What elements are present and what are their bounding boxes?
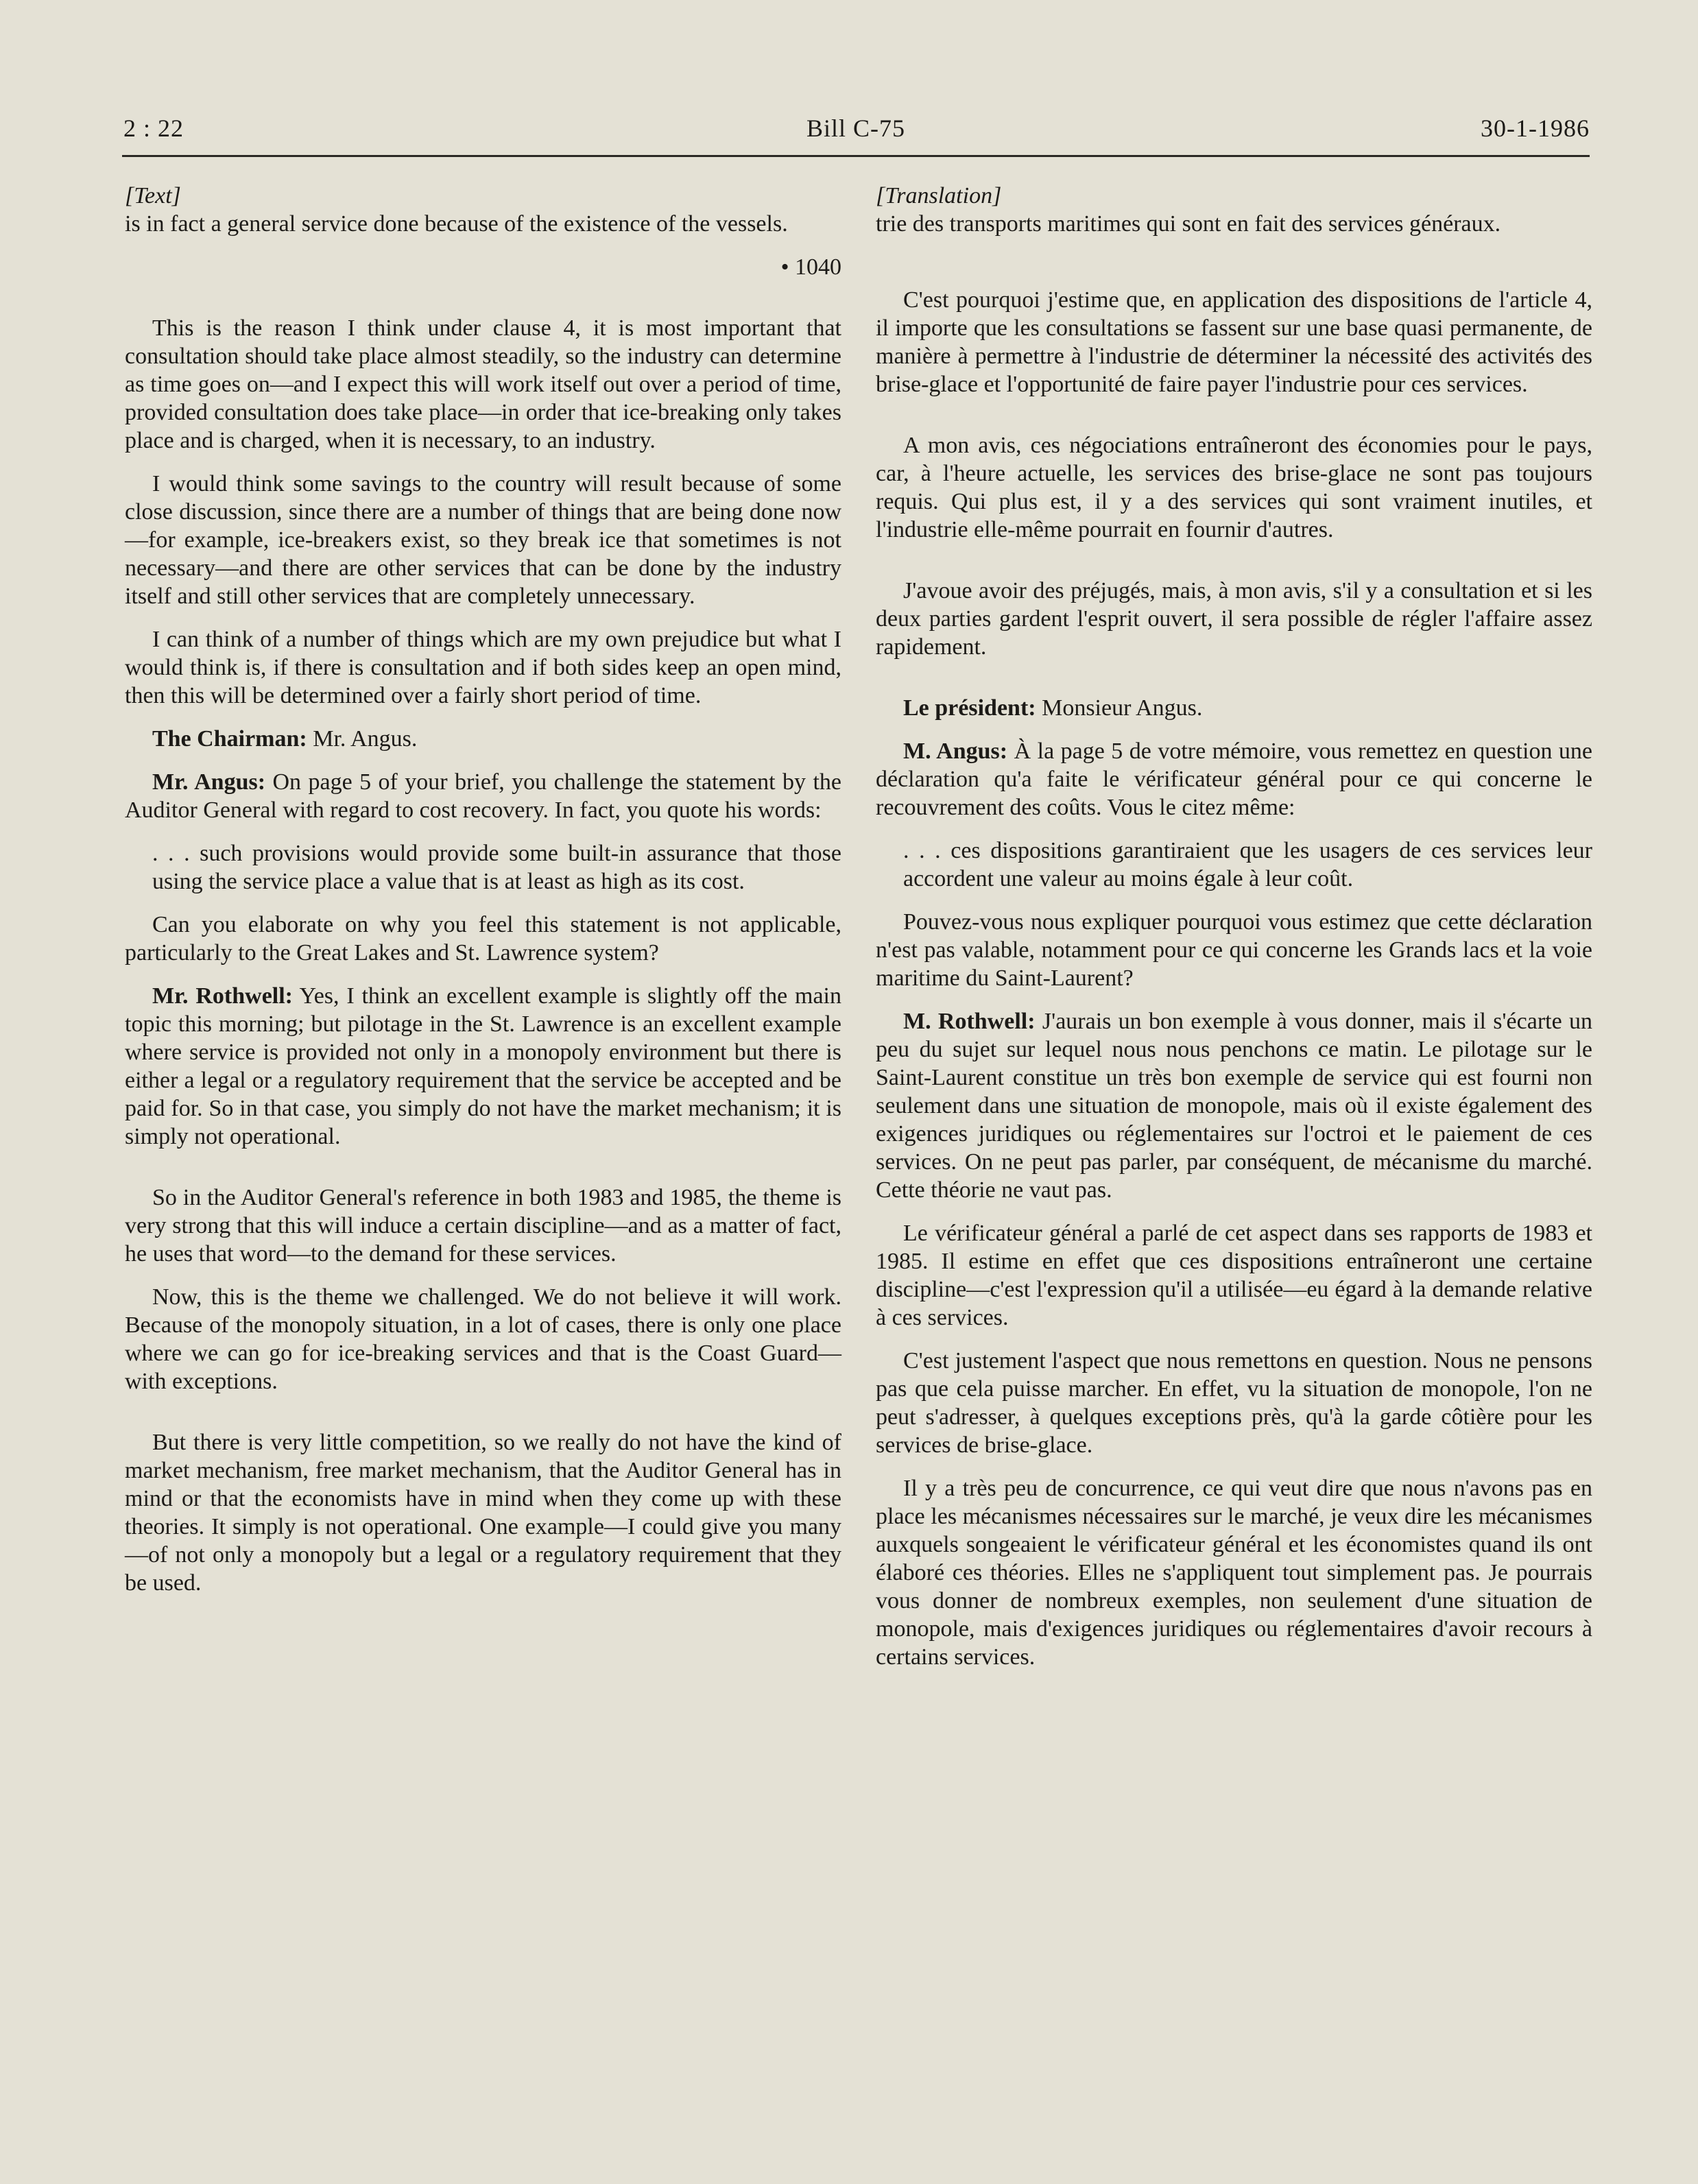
speech-text: On page 5 of your brief, you challenge the statement by the Auditor General with regard to cost recovery. In fact, you quote his words: (125, 769, 841, 823)
speaker-paragraph (125, 725, 841, 753)
speaker-name: Le président: (903, 695, 1036, 721)
page-header (122, 114, 1590, 157)
french-column (876, 182, 1592, 1686)
paragraph: A mon avis, ces négociations entraîneront des économies pour le pays, car, à l'heure actuelle, les services des brise-glace ne sont pas toujours requis. Qui plus est, il y a des services qui sont vraiment inutiles, et l'industrie elle-même pourrait en fournir d'autres. (876, 433, 1592, 542)
paragraph: trie des transports maritimes qui sont en fait des services généraux. (876, 211, 1501, 237)
paragraph: Can you elaborate on why you feel this statement is not applicable, particularly to the Great Lakes and St. Lawrence system? (125, 912, 841, 965)
speech-text: Yes, I think an excellent example is slightly off the main topic this morning; but pilotage in the St. Lawrence is an excellent example where service is provided not only in a monopoly environment but there is either a legal or a regulatory requirement that the service be accepted and be paid for. So in that case, you simply do not have the market mechanism; it is simply not operational. (125, 983, 841, 1149)
paragraph: Le vérificateur général a parlé de cet aspect dans ses rapports de 1983 et 1985. Il estime en effet que ces dispositions entraîneront une certaine discipline—c'est l'expression qu'il a utilisée—eu égard à la demande relative à ces services. (876, 1221, 1592, 1330)
speech-text: J'aurais un bon exemple à vous donner, mais il s'écarte un peu du sujet sur lequel nous nous penchons ce matin. Le pilotage sur le Saint-Laurent constitue un très bon exemple de service qui est fourni non seulement dans une situation de monopole, mais où il existe également des exigences juridiques ou réglementaires sur l'octroi et le paiement de ces services. On ne peut pas parler, par conséquent, de mécanisme du marché. Cette théorie ne vaut pas. (876, 1009, 1592, 1203)
paragraph: So in the Auditor General's reference in both 1983 and 1985, the theme is very strong that this will induce a certain discipline—and as a matter of fact, he uses that word—to the demand for these services. (125, 1185, 841, 1267)
paragraph: is in fact a general service done because of the existence of the vessels. (125, 211, 788, 237)
speaker-paragraph (125, 768, 841, 824)
speaker-paragraph (876, 694, 1592, 722)
paragraph: Pouvez-vous nous expliquer pourquoi vous estimez que cette déclaration n'est pas valable, notamment pour ce qui concerne les Grands lacs et la voie maritime du Saint-Laurent? (876, 909, 1592, 991)
text-label: [Text] (125, 183, 181, 208)
time-marker: • 1040 (780, 254, 841, 280)
page-number: 2 : 22 (123, 115, 184, 142)
speaker-paragraph (125, 982, 841, 1151)
translation-label: [Translation] (876, 183, 1002, 208)
paragraph: But there is very little competition, so we really do not have the kind of market mechanism, free market mechanism, that the Auditor General has in mind or that the economists have in mind when they come up with these theories. It simply is not operational. One example—I could give you many—of not only a monopoly but a legal or a regulatory requirement that they be used. (125, 1430, 841, 1596)
paragraph: Now, this is the theme we challenged. We do not believe it will work. Because of the monopoly situation, in a lot of cases, there is only one place where we can go for ice-breaking services and that is the Coast Guard—with exceptions. (125, 1284, 841, 1394)
paragraph: C'est justement l'aspect que nous remettons en question. Nous ne pensons pas que cela puisse marcher. En effet, vu la situation de monopole, l'on ne peut s'adresser, à quelques exceptions près, qu'à la garde côtière pour les services de brise-glace. (876, 1348, 1592, 1458)
speaker-paragraph (876, 737, 1592, 821)
page-date: 30-1-1986 (1481, 115, 1590, 142)
english-column (125, 182, 841, 1612)
speech-text: Mr. Angus. (307, 726, 418, 752)
paragraph: Il y a très peu de concurrence, ce qui veut dire que nous n'avons pas en place les mécanismes nécessaires sur le marché, je veux dire les mécanismes auxquels songeaient le vérificateur général et les économistes quand ils ont élaboré ces théories. Elles ne s'appliquent tout simplement pas. Je pourrais vous donner de nombreux exemples, non seulement d'une situation de monopole, mais d'exigences juridiques ou réglementaires d'avoir recours à certains services. (876, 1476, 1592, 1670)
speaker-name: Mr. Rothwell: (152, 983, 294, 1009)
paragraph: J'avoue avoir des préjugés, mais, à mon avis, s'il y a consultation et si les deux parties gardent l'esprit ouvert, il sera possible de régler l'affaire assez rapidement. (876, 578, 1592, 660)
paragraph: This is the reason I think under clause 4, it is most important that consultation should take place almost steadily, so the industry can determine as time goes on—and I expect this will work itself out over a period of time, provided consultation does take place—in order that ice-breaking only takes place and is charged, when it is necessary, to an industry. (125, 315, 841, 453)
speaker-paragraph (876, 1007, 1592, 1204)
speaker-name: The Chairman: (152, 726, 307, 752)
paragraph: I can think of a number of things which are my own prejudice but what I would think is, if there is consultation and if both sides keep an open mind, then this will be determined over a fairly short period of time. (125, 627, 841, 708)
quotation: . . . ces dispositions garantiraient que les usagers de ces services leur accordent une valeur au moins égale à leur coût. (903, 838, 1592, 891)
quotation: . . . such provisions would provide some built-in assurance that those using the service place a value that is at least as high as its cost. (152, 841, 841, 894)
speaker-name: M. Angus: (903, 739, 1008, 764)
bill-title: Bill C-75 (806, 115, 906, 142)
speech-text: Monsieur Angus. (1036, 695, 1203, 721)
speech-text: À la page 5 de votre mémoire, vous remettez en question une déclaration qu'a faite le vérificateur général pour ce qui concerne le recouvrement des coûts. Vous le citez même: (876, 739, 1593, 820)
paragraph: C'est pourquoi j'estime que, en application des dispositions de l'article 4, il importe que les consultations se fassent sur une base quasi permanente, de manière à permettre à l'industrie de déterminer la nécessité des activités des brise-glace et l'opportunité de faire payer l'industrie pour ces services. (876, 287, 1592, 397)
speaker-name: Mr. Angus: (152, 769, 266, 795)
paragraph: I would think some savings to the country will result because of some close discussion, since there are a number of things that are being done now—for example, ice-breakers exist, so they break ice that sometimes is not necessary—and there are other services that can be done by the industry itself and still other services that are completely unnecessary. (125, 471, 841, 609)
speaker-name: M. Rothwell: (903, 1009, 1036, 1034)
